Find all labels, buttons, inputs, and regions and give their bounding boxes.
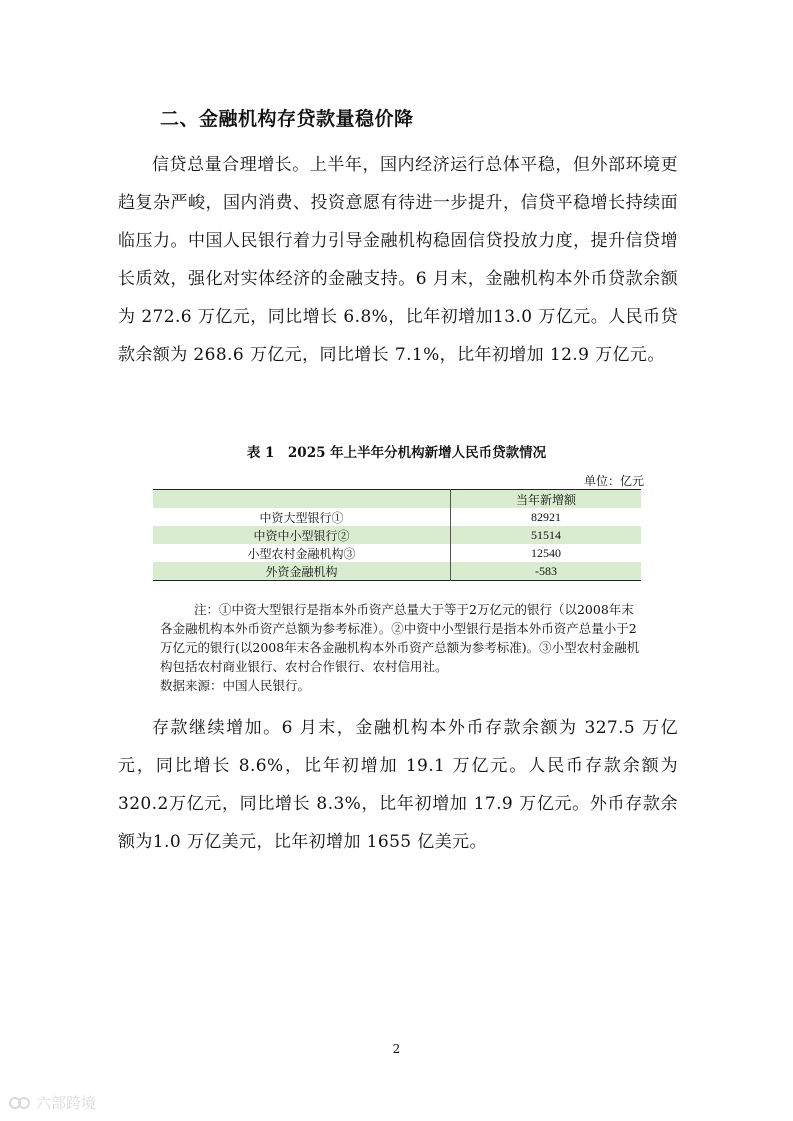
table-footnote: 注：①中资大型银行是指本外币资产总量大于等于2万亿元的银行（以2008年末各金融机构本外币资产总额为参考标准）。②中资中小型银行是指本外币资产总量小于2万亿元的银行(以2008年末各金融机构本外币资产总额为参考标准)。③小型农村金融机构包括农村商业银行、农村合作银行、农村信用社。 xyxy=(160,602,640,674)
loans-by-institution-table xyxy=(153,489,641,581)
row-value: -583 xyxy=(535,563,557,578)
table-row xyxy=(153,544,641,562)
paragraph-deposits-text: 存款继续增加。6 月末，金融机构本外币存款余额为 327.5 万亿元，同比增长 8.6%，比年初增加 19.1 万亿元。人民币存款余额为 320.2万亿元，同比增长 8.3%，比年初增加 17.9 万亿元。外币存款余额为1.0 万亿美元，比年初增加 1655 亿美元。 xyxy=(118,718,678,852)
table-row xyxy=(153,562,641,581)
data-source: 数据来源：中国人民银行。 xyxy=(160,678,311,693)
table-notes xyxy=(160,600,646,695)
logo-icon xyxy=(8,1094,32,1112)
row-label: 中资中小型银行② xyxy=(153,526,451,544)
page-number: 2 xyxy=(392,1042,401,1056)
row-label: 小型农村金融机构③ xyxy=(153,544,451,562)
table-header-empty-cell xyxy=(153,490,451,509)
row-value: 51514 xyxy=(531,527,561,542)
row-label: 中资大型银行① xyxy=(153,508,451,526)
row-value: 12540 xyxy=(531,545,561,560)
paragraph-loans-text: 信贷总量合理增长。上半年，国内经济运行总体平稳，但外部环境更趋复杂严峻，国内消费、投资意愿有待进一步提升，信贷平稳增长持续面临压力。中国人民银行着力引导金融机构稳固信贷投放力度，提升信贷增长质效，强化对实体经济的金融支持。6 月末，金融机构本外币贷款余额为 272.6 万亿元，同比增长 6.8%，比年初增加13.0 万亿元。人民币贷款余额为 268.6 万亿元，同比增长 7.1%，比年初增加 12.9 万亿元。 xyxy=(118,155,678,365)
table-title: 表 1 2025 年上半年分机构新增人民币贷款情况 xyxy=(246,445,547,461)
paragraph-deposits xyxy=(118,709,678,861)
paragraph-loans xyxy=(118,146,678,374)
table-row xyxy=(153,508,641,526)
section-heading: 二、金融机构存贷款量稳价降 xyxy=(160,108,414,130)
row-label: 外资金融机构 xyxy=(153,562,451,581)
table-unit: 单位：亿元 xyxy=(583,474,644,488)
watermark-text: 六部跨境 xyxy=(36,1094,97,1112)
table-header-row xyxy=(153,490,641,509)
table-row xyxy=(153,526,641,544)
watermark xyxy=(8,1092,96,1113)
table-header-cell: 当年新增额 xyxy=(515,492,576,507)
row-value: 82921 xyxy=(531,509,561,524)
